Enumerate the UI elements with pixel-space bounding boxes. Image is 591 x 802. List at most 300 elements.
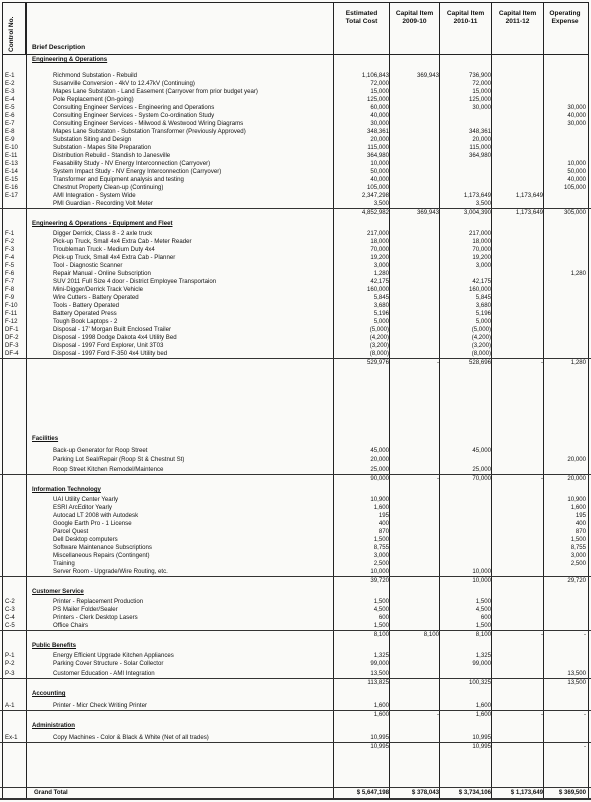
table-row: [0, 652, 591, 660]
estimated-total-cost-value: 113,825: [367, 679, 389, 686]
estimated-total-cost-value: 90,000: [370, 475, 389, 482]
capital-2010-11-value: 736,900: [468, 72, 491, 79]
brief-description: Printer - Replacement Production: [53, 598, 144, 605]
capital-2010-11-value: 4,500: [475, 606, 491, 613]
capital-2010-11-value: 70,000: [472, 246, 491, 253]
estimated-total-cost-value: 40,000: [370, 176, 389, 183]
estimated-total-cost-value: 10,000: [370, 568, 389, 575]
table-row: [0, 622, 591, 630]
estimated-total-cost-value: 3,500: [373, 200, 389, 207]
estimated-total-cost-value: 19,200: [370, 254, 389, 261]
brief-description: Printer - Micr Check Writing Printer: [53, 702, 148, 709]
table-row: [0, 286, 591, 294]
capital-2010-11-value: 600: [480, 614, 491, 621]
estimated-total-cost-value: $ 5,647,198: [356, 789, 389, 796]
control-no: Ex-1: [5, 734, 18, 741]
brief-description: System Impact Study - NV Energy Interconnection (Carryover): [53, 168, 222, 175]
table-row: [0, 294, 591, 302]
capital-2009-10-value: 369,943: [416, 209, 439, 216]
control-no: DF-1: [5, 326, 19, 333]
table-row: [0, 318, 591, 326]
brief-description: Office Chairs: [53, 622, 89, 629]
brief-description: PMI Guardian - Recording Volt Meter: [53, 200, 153, 207]
capital-2010-11-value: 70,000: [472, 475, 491, 482]
header-line: 2011-12: [505, 18, 530, 25]
estimated-total-cost-value: 39,720: [370, 577, 389, 584]
operating-expense-value: 8,755: [570, 544, 586, 551]
estimated-total-cost-value: 20,000: [370, 456, 389, 463]
brief-description: Pole Replacement (On-going): [53, 96, 134, 103]
capital-2010-11-value: 3,500: [475, 200, 491, 207]
capital-2010-11-value: 10,995: [472, 743, 491, 750]
table-row: [0, 456, 591, 464]
control-no: F-8: [5, 286, 15, 293]
table-row: [0, 447, 591, 455]
capital-2010-11-value: 364,980: [468, 152, 491, 159]
operating-expense-value: 13,500: [567, 679, 586, 686]
table-row: [0, 568, 591, 576]
operating-expense-value: 10,900: [567, 496, 586, 503]
operating-expense-value: 195: [575, 512, 586, 519]
table-row: [0, 552, 591, 560]
brief-description: Roop Street Kitchen Remodel/Maintence: [53, 466, 164, 473]
control-no: F-10: [5, 302, 18, 309]
brief-description: PS Mailer Folder/Sealer: [53, 606, 118, 613]
brief-description: Disposal - 1997 Ford Explorer, Unit 3T03: [53, 342, 164, 349]
estimated-total-cost-value: 70,000: [370, 246, 389, 253]
brief-description: Parcel Quest: [53, 528, 89, 535]
control-no: E-4: [5, 96, 15, 103]
subtotal-row: [0, 474, 591, 483]
brief-description: Miscellaneous Repairs (Contingent): [53, 552, 150, 559]
operating-expense-value: -: [583, 711, 586, 718]
estimated-total-cost-value: 2,500: [373, 560, 389, 567]
operating-expense-value: -: [583, 631, 586, 638]
capital-2010-11-value: (3,200): [471, 342, 491, 349]
capital-2009-10-value: -: [436, 359, 439, 366]
brief-description: Printers - Clerk Desktop Lasers: [53, 614, 138, 621]
capital-2010-11-value: 1,500: [475, 622, 491, 629]
capital-2010-11-value: 1,600: [475, 711, 491, 718]
control-no: E-6: [5, 112, 15, 119]
operating-expense-value: 870: [575, 528, 586, 535]
control-no: F-1: [5, 230, 15, 237]
capital-2010-11-value: 45,000: [472, 447, 491, 454]
estimated-total-cost-value: 217,000: [366, 230, 389, 237]
subtotal-row: [0, 742, 591, 751]
estimated-total-cost-value: 2,347,298: [361, 192, 389, 199]
control-no: F-11: [5, 310, 18, 317]
estimated-total-cost-value: 364,980: [366, 152, 389, 159]
capital-2011-12-value: -: [540, 359, 543, 366]
estimated-total-cost-value: 600: [378, 614, 389, 621]
control-no: E-9: [5, 136, 15, 143]
estimated-total-cost-value: 1,325: [373, 652, 389, 659]
estimated-total-cost-value: 13,500: [370, 670, 389, 677]
section-heading-row: [0, 220, 591, 228]
table-row: [0, 310, 591, 318]
table-row: [0, 88, 591, 96]
operating-expense-value: 1,280: [570, 359, 586, 366]
capital-2010-11-value: 528,696: [468, 359, 491, 366]
estimated-total-cost-value: 40,000: [370, 112, 389, 119]
section-heading-row: [0, 642, 591, 650]
operating-expense-value: 50,000: [567, 168, 586, 175]
estimated-total-cost-value: 1,500: [373, 622, 389, 629]
operating-expense-value: 3,000: [570, 552, 586, 559]
estimated-total-cost-value: 348,361: [366, 128, 389, 135]
subtotal-row: [0, 678, 591, 687]
brief-description: ESRI ArcEditor Yearly: [53, 504, 112, 511]
section-heading-row: [0, 588, 591, 596]
table-row: [0, 520, 591, 528]
control-no: E-11: [5, 152, 18, 159]
table-row: [0, 72, 591, 80]
brief-description: Transformer and Equipment analysis and testing: [53, 176, 184, 183]
estimated-total-cost-value: 400: [378, 520, 389, 527]
brief-description: Autocad LT 2008 with Autodesk: [53, 512, 139, 519]
capital-2010-11-value: 19,200: [472, 254, 491, 261]
table-row: [0, 334, 591, 342]
table-row: [0, 176, 591, 184]
operating-expense-value: 1,600: [570, 504, 586, 511]
brief-description: Pick-up Truck, Small 4x4 Extra Cab - Planner: [53, 254, 176, 261]
capital-2010-11-value: (8,000): [471, 350, 491, 357]
table-row: [0, 496, 591, 504]
capital-2011-12-value: -: [540, 475, 543, 482]
capital-2010-11-value: 5,000: [475, 318, 491, 325]
operating-expense-value: 400: [575, 520, 586, 527]
table-row: [0, 734, 591, 742]
section-heading: Information Technology: [32, 486, 101, 493]
brief-description: Disposal - 1998 Dodge Dakota 4x4 Utility Bed: [53, 334, 177, 341]
subtotal-row: [0, 208, 591, 217]
operating-expense-value: 305,000: [563, 209, 586, 216]
control-no: C-4: [5, 614, 15, 621]
capital-2010-11-value: 20,000: [472, 136, 491, 143]
estimated-total-cost-value: 20,000: [370, 136, 389, 143]
capital-2010-11-value: (4,200): [471, 334, 491, 341]
section-heading: Public Benefits: [32, 642, 77, 649]
brief-description: Consulting Engineer Services - Engineering and Operations: [53, 104, 215, 111]
capital-2010-11-value: 3,680: [475, 302, 491, 309]
capital-2010-11-value: 3,000: [475, 262, 491, 269]
control-no: F-7: [5, 278, 15, 285]
section-heading: Engineering & Operations - Equipment and Fleet: [32, 220, 173, 227]
estimated-total-cost-value: 125,000: [366, 96, 389, 103]
estimated-total-cost-value: 3,000: [373, 552, 389, 559]
brief-description: Tools - Battery Operated: [53, 302, 120, 309]
estimated-total-cost-value: 8,755: [373, 544, 389, 551]
brief-description: Mapes Lane Substaton - Substation Transformer (Previously Approved): [53, 128, 246, 135]
estimated-total-cost-value: 42,175: [370, 278, 389, 285]
brief-description: Richmond Substation - Rebuild: [53, 72, 138, 79]
brief-description: Training: [53, 560, 75, 567]
subtotal-row: [0, 576, 591, 585]
operating-expense-value: 30,000: [567, 104, 586, 111]
brief-description: Software Maintenance Subscriptions: [53, 544, 152, 551]
brief-description: Susanville Conversion - 4kV to 12.47kV (Continuing): [53, 80, 195, 87]
control-no: C-3: [5, 606, 15, 613]
estimated-total-cost-value: (5,000): [369, 326, 389, 333]
brief-description: Google Earth Pro - 1 License: [53, 520, 132, 527]
brief-description-header: Brief Description: [32, 44, 86, 51]
control-no: E-15: [5, 176, 18, 183]
capital-2009-10-value: -: [436, 475, 439, 482]
capital-2010-11-value: 18,000: [472, 238, 491, 245]
estimated-total-cost-value: 10,000: [370, 160, 389, 167]
capital-2010-11-value: 115,000: [469, 144, 491, 151]
table-row: [0, 96, 591, 104]
brief-description: Chestnut Property Clean-up (Continuing): [53, 184, 164, 191]
estimated-total-cost-value: 1,106,843: [361, 72, 389, 79]
control-no: P-2: [5, 660, 15, 667]
table-row: [0, 598, 591, 606]
brief-description: Substation - Mapes Site Preparation: [53, 144, 151, 151]
estimated-total-cost-value: 3,680: [373, 302, 389, 309]
table-row: [0, 262, 591, 270]
brief-description: Parking Cover Structure - Solar Collector: [53, 660, 164, 667]
estimated-total-cost-value: 72,000: [370, 80, 389, 87]
table-row: [0, 104, 591, 112]
estimated-total-cost-value: 30,000: [370, 120, 389, 127]
control-no: F-6: [5, 270, 15, 277]
grand-total-label: Grand Total: [34, 789, 68, 796]
grand-total-row: [0, 787, 591, 800]
estimated-total-cost-value: 99,000: [370, 660, 389, 667]
table-row: [0, 168, 591, 176]
control-no: C-2: [5, 598, 15, 605]
section-heading-row: [0, 56, 591, 64]
brief-description: Disposal - 17' Morgan Built Enclosed Trailer: [53, 326, 172, 333]
table-row: [0, 606, 591, 614]
capital-2010-11-value: 8,100: [475, 631, 491, 638]
table-row: [0, 614, 591, 622]
operating-expense-value: 13,500: [567, 670, 586, 677]
control-no: DF-2: [5, 334, 19, 341]
estimated-total-cost-value: 60,000: [370, 104, 389, 111]
control-no: E-8: [5, 128, 15, 135]
operating-expense-value: 1,500: [570, 536, 586, 543]
capital-2009-10-value: 369,943: [416, 72, 439, 79]
capital-2010-11-value: 30,000: [472, 104, 491, 111]
capital-2010-11-value: 5,845: [475, 294, 491, 301]
table-row: [0, 254, 591, 262]
brief-description: Battery Operated Press: [53, 310, 117, 317]
estimated-total-cost-value: 8,100: [373, 631, 389, 638]
estimated-total-cost-value: 1,500: [373, 598, 389, 605]
operating-expense-value: 29,720: [567, 577, 586, 584]
estimated-total-cost-value: 5,845: [373, 294, 389, 301]
estimated-total-cost-value: 529,976: [366, 359, 389, 366]
capital-2010-11-value: 10,000: [472, 577, 491, 584]
header-line: Capital Item: [446, 10, 485, 17]
table-row: [0, 560, 591, 568]
control-no: A-1: [5, 702, 15, 709]
estimated-total-cost-value: 4,852,982: [361, 209, 389, 216]
brief-description: Distribution Rebuild - Standish to Janesville: [53, 152, 171, 159]
estimated-total-cost-value: 1,600: [373, 711, 389, 718]
operating-expense-value: 10,000: [567, 160, 586, 167]
brief-description: Repair Manual - Online Subscription: [53, 270, 151, 277]
table-row: [0, 466, 591, 474]
estimated-total-cost-value: 1,600: [373, 504, 389, 511]
capital-2010-11-value: 125,000: [468, 96, 491, 103]
control-no: P-1: [5, 652, 15, 659]
estimated-total-cost-value: 10,995: [370, 743, 389, 750]
header-line: 2010-11: [453, 18, 478, 25]
section-heading-row: [0, 486, 591, 494]
table-row: [0, 536, 591, 544]
brief-description: Consulting Engineer Services - Milwood & Westwood Wiring Diagrams: [53, 120, 244, 127]
control-no-label: Control No.: [8, 16, 15, 52]
brief-description: Pick-up Truck, Small 4x4 Extra Cab - Meter Reader: [53, 238, 192, 245]
operating-expense-value: 40,000: [567, 176, 586, 183]
brief-description: Wire Cutters - Battery Operated: [53, 294, 139, 301]
estimated-total-cost-value: 18,000: [370, 238, 389, 245]
estimated-total-cost-value: 15,000: [370, 88, 389, 95]
capital-2010-11-value: 25,000: [472, 466, 491, 473]
capital-2010-11-value: 1,325: [475, 652, 491, 659]
capital-2010-11-value: 10,995: [472, 734, 491, 741]
table-row: [0, 660, 591, 668]
capital-2010-11-value: 1,600: [475, 702, 491, 709]
control-no: DF-3: [5, 342, 19, 349]
table-row: [0, 200, 591, 208]
table-row: [0, 136, 591, 144]
brief-description: Customer Education - AMI Integration: [53, 670, 155, 677]
control-no: E-16: [5, 184, 18, 191]
header-line: Expense: [551, 18, 579, 25]
table-row: [0, 128, 591, 136]
capital-2010-11-value: 348,361: [468, 128, 491, 135]
brief-description: Feasability Study - NV Energy Interconnection (Carryover): [53, 160, 211, 167]
subtotal-row: [0, 358, 591, 367]
header-line: 2009-10: [402, 18, 427, 25]
table-row: [0, 342, 591, 350]
control-no: F-5: [5, 262, 15, 269]
operating-expense-value: 105,000: [563, 184, 586, 191]
control-no: E-1: [5, 72, 15, 79]
table-row: [0, 192, 591, 200]
estimated-total-cost-value: 870: [378, 528, 389, 535]
control-no: F-3: [5, 246, 15, 253]
brief-description: Mapes Lane Substaton - Land Easement (Carryover from prior budget year): [53, 88, 258, 95]
estimated-total-cost-value: 1,500: [373, 536, 389, 543]
operating-expense-value: 20,000: [567, 475, 586, 482]
capital-2010-11-value: 100,325: [468, 679, 491, 686]
control-no: F-4: [5, 254, 15, 261]
brief-description: Digger Derrick, Class 8 - 2 axle truck: [53, 230, 153, 237]
brief-description: Substation Siting and Design: [53, 136, 132, 143]
section-heading-row: [0, 690, 591, 698]
brief-description: Tool - Diagnostic Scanner: [53, 262, 123, 269]
subtotal-row: [0, 710, 591, 719]
table-row: [0, 270, 591, 278]
table-row: [0, 326, 591, 334]
table-row: [0, 702, 591, 710]
capital-2011-12-value: $ 1,173,649: [510, 789, 543, 796]
capital-2010-11-value: 1,500: [475, 598, 491, 605]
capital-2010-11-value: 72,000: [472, 80, 491, 87]
brief-description: UAI Utility Center Yearly: [53, 496, 119, 503]
brief-description: Server Room - Upgrade/Wire Routing, etc.: [53, 568, 168, 575]
capital-2010-11-value: 1,173,649: [463, 192, 491, 199]
operating-expense-value: $ 369,500: [558, 789, 586, 796]
brief-description: Back-up Generator for Roop Street: [53, 447, 148, 454]
capital-2010-11-value: 10,000: [472, 568, 491, 575]
capital-2010-11-value: 3,004,390: [463, 209, 491, 216]
estimated-total-cost-value: 10,995: [370, 734, 389, 741]
header-line: Capital Item: [395, 10, 434, 17]
estimated-total-cost-value: (3,200): [369, 342, 389, 349]
control-no: F-2: [5, 238, 15, 245]
capital-2010-11-value: 42,175: [472, 278, 491, 285]
section-heading: Engineering & Operations: [32, 56, 108, 63]
table-row: [0, 246, 591, 254]
operating-expense-value: 30,000: [567, 120, 586, 127]
estimated-total-cost-value: 160,000: [366, 286, 389, 293]
capital-2010-11-value: $ 3,734,106: [458, 789, 491, 796]
brief-description: Dell Desktop computers: [53, 536, 118, 543]
capital-2009-10-value: $ 378,043: [411, 789, 439, 796]
estimated-total-cost-value: 45,000: [370, 447, 389, 454]
table-row: [0, 230, 591, 238]
table-row: [0, 160, 591, 168]
table-row: [0, 528, 591, 536]
control-no: F-12: [5, 318, 18, 325]
estimated-total-cost-value: 3,000: [373, 262, 389, 269]
section-heading: Facilities: [32, 435, 59, 442]
capital-2009-10-value: 8,100: [423, 631, 439, 638]
estimated-total-cost-value: 10,900: [370, 496, 389, 503]
capital-2010-11-value: 99,000: [472, 660, 491, 667]
estimated-total-cost-value: 1,600: [373, 702, 389, 709]
control-no: E-7: [5, 120, 15, 127]
capital-2010-11-value: 15,000: [472, 88, 491, 95]
estimated-total-cost-value: 25,000: [370, 466, 389, 473]
brief-description: Copy Machines - Color & Black & White (Net of all trades): [53, 734, 209, 741]
control-no: E-3: [5, 88, 15, 95]
estimated-total-cost-value: 115,000: [367, 144, 389, 151]
estimated-total-cost-value: 50,000: [370, 168, 389, 175]
capital-2010-11-value: 5,196: [475, 310, 491, 317]
brief-description: AMI Integration - System Wide: [53, 192, 136, 199]
control-no: C-5: [5, 622, 15, 629]
capital-2010-11-value: 217,000: [468, 230, 491, 237]
brief-description: Troubleman Truck - Medium Duty 4x4: [53, 246, 155, 253]
table-row: [0, 350, 591, 358]
control-no: F-9: [5, 294, 15, 301]
control-no: E-2: [5, 80, 15, 87]
table-row: [0, 144, 591, 152]
table-row: [0, 544, 591, 552]
brief-description: Disposal - 1997 Ford F-350 4x4 Utility bed: [53, 350, 168, 357]
brief-description: Mini-Digger/Derrick Track Vehicle: [53, 286, 144, 293]
operating-expense-value: 40,000: [567, 112, 586, 119]
estimated-total-cost-value: 195: [378, 512, 389, 519]
capital-2010-11-value: (5,000): [471, 326, 491, 333]
table-row: [0, 512, 591, 520]
section-heading-row: [0, 722, 591, 730]
control-no: E-13: [5, 160, 18, 167]
header-line: Estimated: [345, 10, 378, 17]
table-row: [0, 184, 591, 192]
header-line: Capital Item: [498, 10, 537, 17]
control-no: E-5: [5, 104, 15, 111]
brief-description: Energy Efficient Upgrade Kitchen Appliances: [53, 652, 174, 659]
operating-expense-value: 1,280: [570, 270, 586, 277]
